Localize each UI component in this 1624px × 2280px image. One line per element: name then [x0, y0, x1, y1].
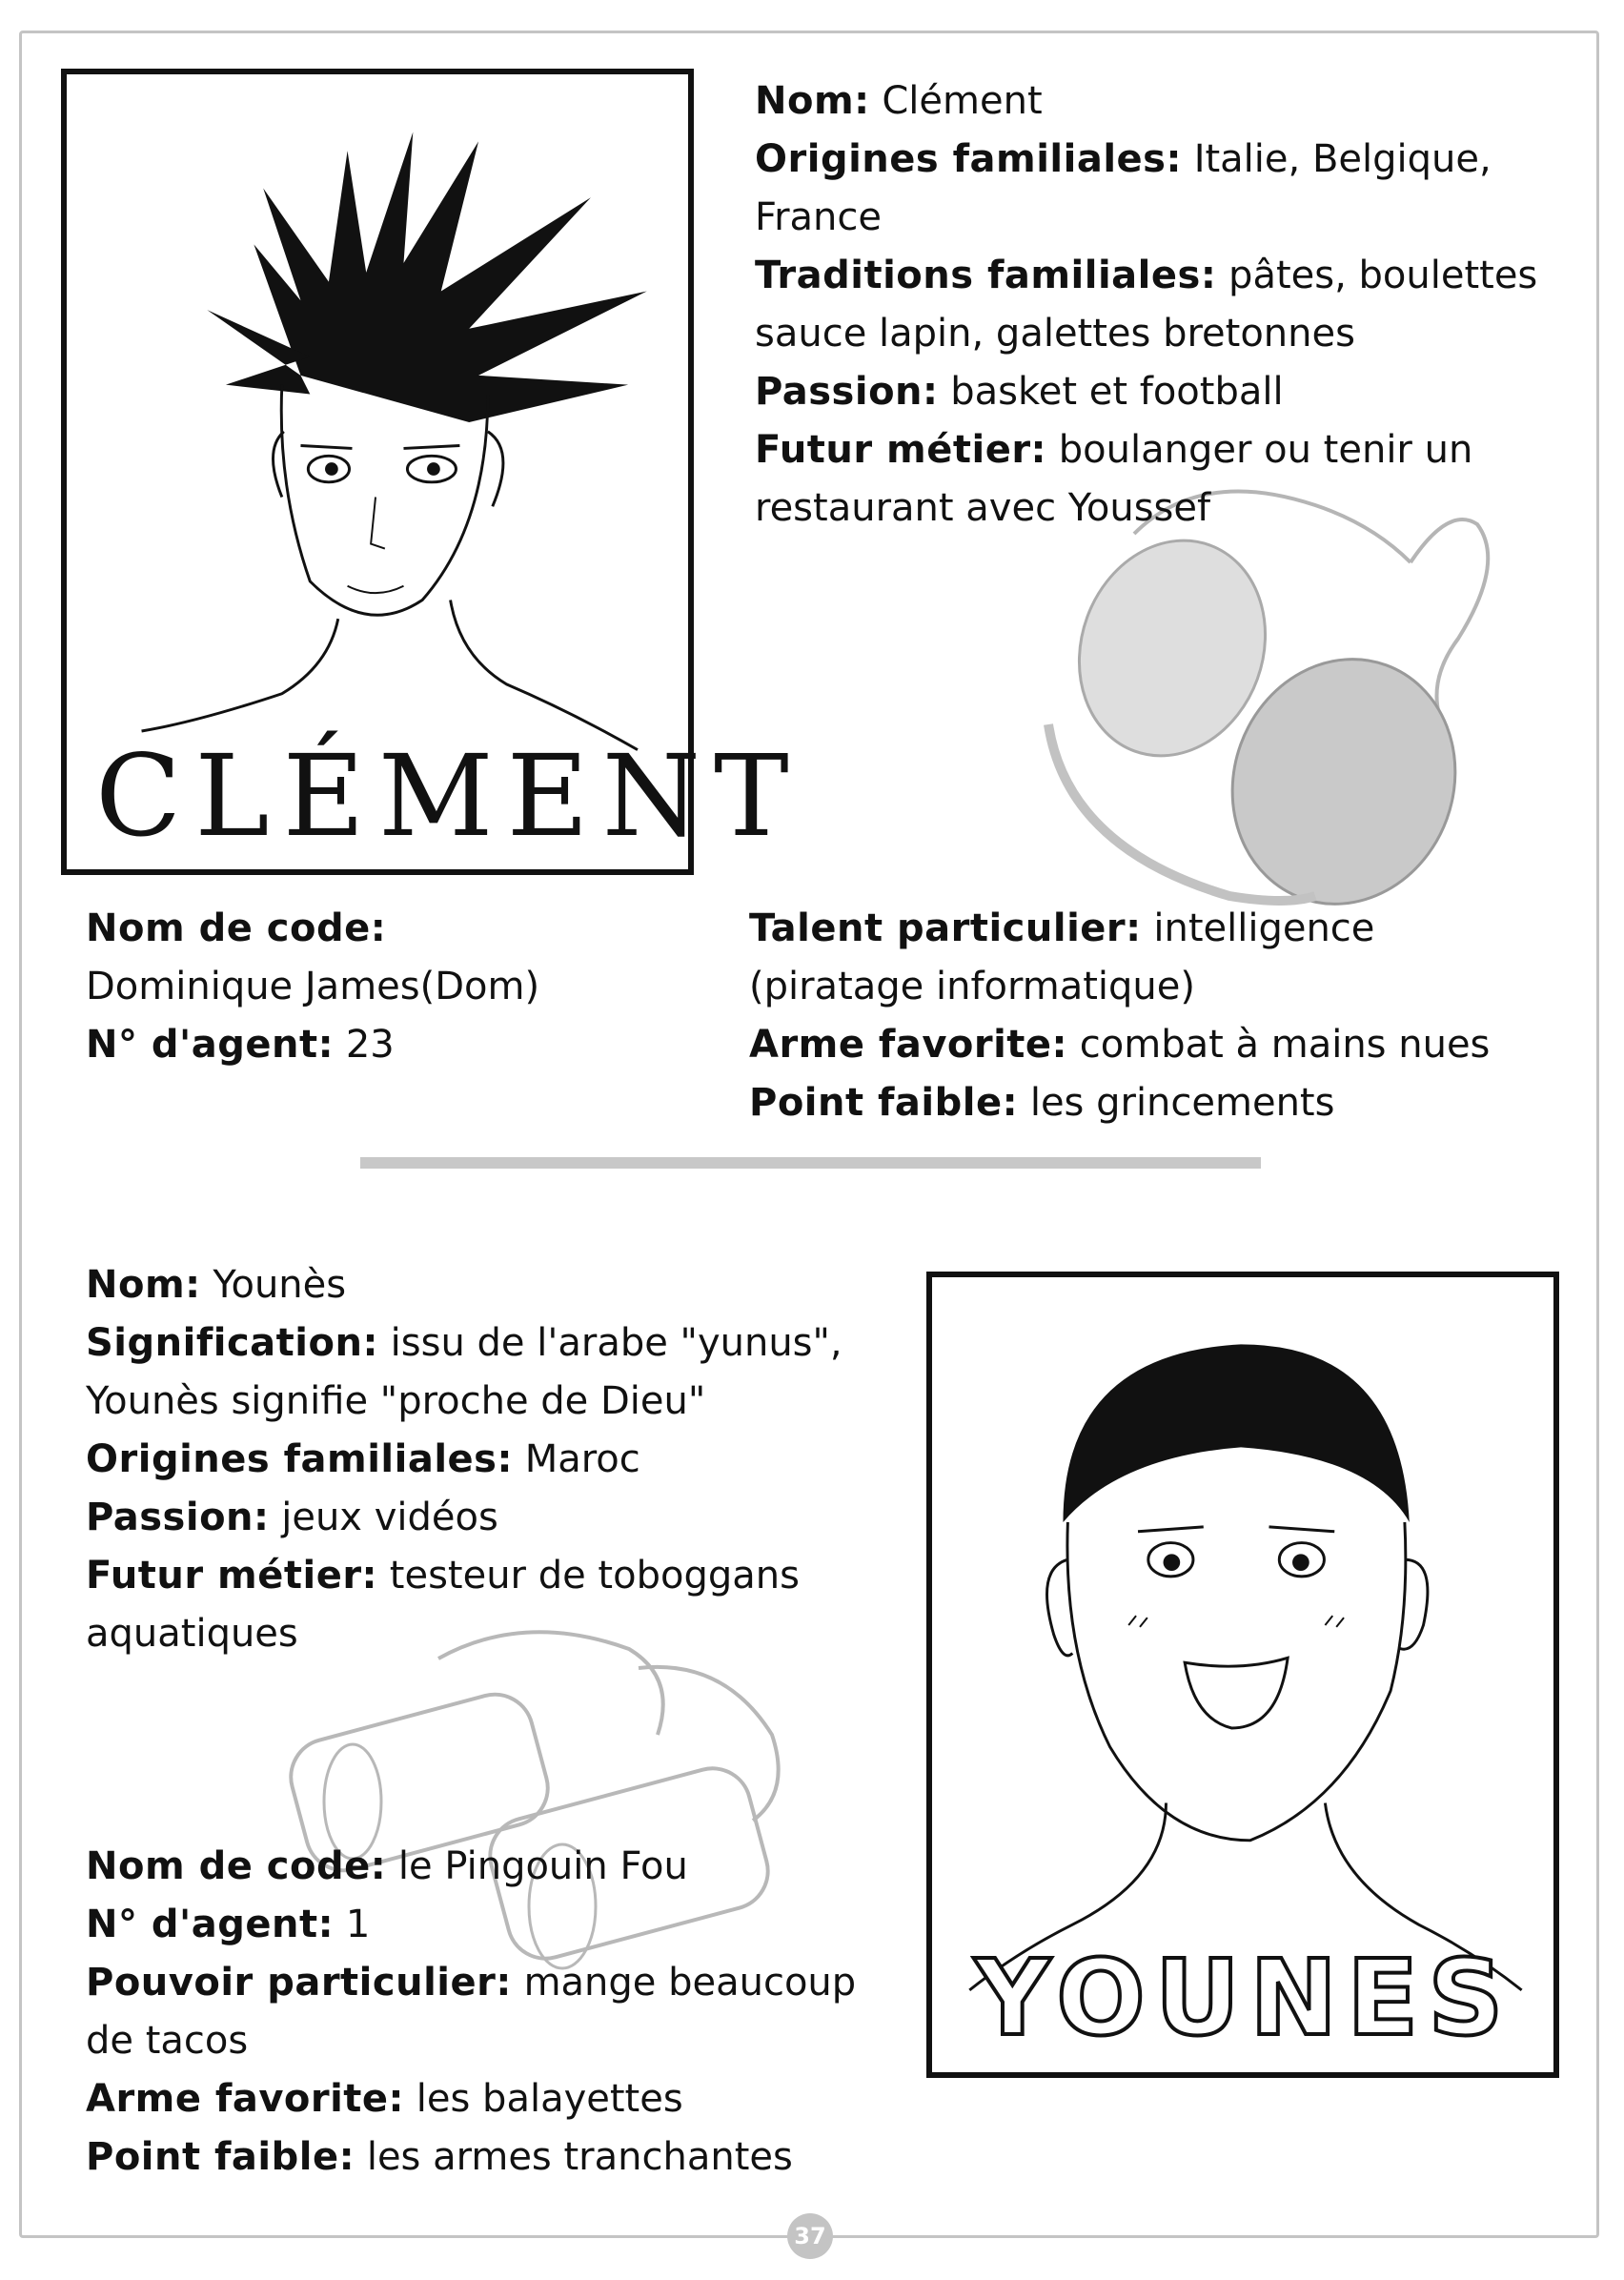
value-point-faible: les grincements — [1029, 1081, 1335, 1125]
label-passion: Passion: — [86, 1496, 270, 1539]
value-talent-cont: (piratage informatique) — [749, 965, 1195, 1008]
value-agent-number: 23 — [345, 1023, 395, 1067]
label-metier: Futur métier: — [755, 428, 1047, 472]
value-nom: Clément — [882, 79, 1043, 123]
value-pouvoir: mange beaucoup — [523, 1961, 857, 2005]
value-point-faible: les armes tranchantes — [366, 2135, 793, 2179]
value-metier-cont: restaurant avec Youssef — [755, 486, 1211, 530]
label-talent: Talent particulier: — [749, 906, 1142, 950]
value-traditions-cont: sauce lapin, galettes bretonnes — [755, 312, 1355, 356]
value-metier-cont: aquatiques — [86, 1612, 298, 1656]
label-arme: Arme favorite: — [749, 1023, 1068, 1067]
label-origines: Origines familiales: — [755, 137, 1182, 181]
younes-info — [86, 1256, 842, 1663]
value-arme: combat à mains nues — [1079, 1023, 1491, 1067]
label-arme: Arme favorite: — [86, 2077, 405, 2121]
value-passion: jeux vidéos — [281, 1496, 498, 1539]
value-metier: boulanger ou tenir un — [1058, 428, 1473, 472]
label-point-faible: Point faible: — [86, 2135, 355, 2179]
value-origines: Maroc — [524, 1437, 640, 1481]
clement-info — [755, 72, 1537, 538]
younes-signature: YOUNES — [974, 1937, 1513, 2059]
label-traditions: Traditions familiales: — [755, 254, 1217, 297]
value-talent: intelligence — [1153, 906, 1375, 950]
label-agent-number: N° d'agent: — [86, 1023, 335, 1067]
value-nom: Younès — [213, 1263, 347, 1307]
label-codename: Nom de code: — [86, 1844, 387, 1888]
value-arme: les balayettes — [416, 2077, 683, 2121]
clement-signature: CLÉMENT — [95, 730, 802, 862]
clement-skills — [749, 900, 1490, 1132]
label-origines: Origines familiales: — [86, 1437, 513, 1481]
label-pouvoir: Pouvoir particulier: — [86, 1961, 512, 2005]
value-origines: Italie, Belgique, — [1193, 137, 1492, 181]
value-signification: issu de l'arabe "yunus", — [390, 1321, 842, 1365]
label-point-faible: Point faible: — [749, 1081, 1019, 1125]
value-traditions: pâtes, boulettes — [1228, 254, 1538, 297]
value-passion: basket et football — [950, 370, 1284, 414]
value-codename: Dominique James(Dom) — [86, 965, 540, 1008]
label-nom: Nom: — [86, 1263, 201, 1307]
value-metier: testeur de toboggans — [389, 1554, 800, 1598]
value-origines-cont: France — [755, 195, 883, 239]
label-passion: Passion: — [755, 370, 939, 414]
value-signification-cont: Younès signifie "proche de Dieu" — [86, 1379, 706, 1423]
label-nom: Nom: — [755, 79, 870, 123]
label-agent-number: N° d'agent: — [86, 1903, 335, 1946]
clement-agent — [86, 900, 539, 1074]
value-codename: le Pingouin Fou — [397, 1844, 688, 1888]
label-metier: Futur métier: — [86, 1554, 378, 1598]
value-agent-number: 1 — [345, 1903, 371, 1946]
younes-agent — [86, 1838, 856, 2187]
label-signification: Signification: — [86, 1321, 378, 1365]
page-number: 37 — [787, 2213, 833, 2259]
section-divider — [360, 1157, 1261, 1169]
value-pouvoir-cont: de tacos — [86, 2019, 249, 2063]
label-codename: Nom de code: — [86, 906, 387, 950]
